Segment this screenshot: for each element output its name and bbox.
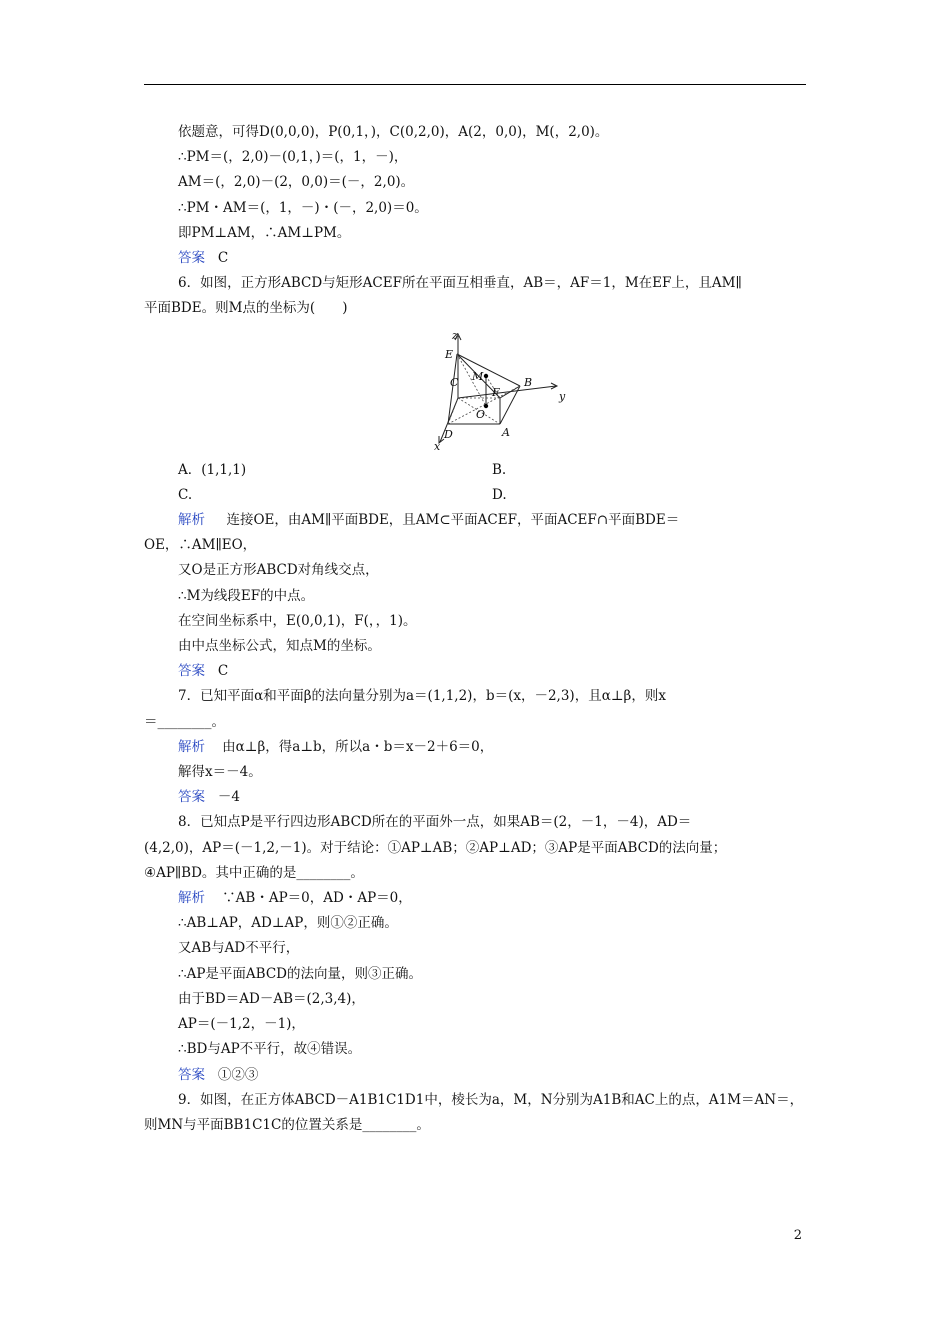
answer-6: [144, 659, 806, 684]
question-9-cont: 则MN与平面BB1C1C的位置关系是________。: [144, 1116, 430, 1133]
question-7-cont: ＝________。: [144, 713, 225, 730]
text-line: ∴AP是平面ABCD的法向量，则③正确。: [178, 965, 422, 982]
label-E: E: [445, 347, 454, 361]
answer-label: 答案: [178, 663, 205, 680]
label-F: F: [492, 385, 500, 399]
option-d: D.: [492, 486, 507, 503]
text-line: 在空间坐标系中，E(0,0,1)，F(，，1)。: [178, 612, 417, 629]
text-line: AP＝(－1,2，－1)，: [178, 1016, 305, 1033]
text-line: 由于BD＝AD－AB＝(2,3,4)，: [178, 990, 365, 1007]
answer-value: ①②③: [217, 1066, 259, 1083]
option-a: A．(1,1,1): [178, 461, 247, 478]
question-6: 6．如图，正方形ABCD与矩形ACEF所在平面互相垂直，AB＝，AF＝1，M在EF上，且AM∥: [178, 275, 742, 292]
text-line: 由中点坐标公式，知点M的坐标。: [178, 638, 381, 655]
text-line: ∴M为线段EF的中点。: [178, 587, 315, 604]
text-line: 依题意，可得D(0,0,0)，P(0,1，)，C(0,2,0)，A(2，0,0)，M(，2,0)。: [178, 124, 609, 140]
page-number: 2: [793, 1228, 802, 1243]
geometry-figure: [144, 330, 806, 454]
answer-label: 答案: [178, 1066, 205, 1083]
answer-value: C: [217, 663, 229, 680]
text-line: ∴PM・AM＝(，1，－)・(－，2,0)＝0。: [178, 199, 428, 216]
label-x: x: [434, 439, 441, 453]
options-row-1: [144, 458, 806, 483]
text-line: ∴AB⊥AP，AD⊥AP，则①②正确。: [178, 915, 398, 932]
label-A: A: [502, 425, 510, 439]
solution-label: 解析: [178, 738, 205, 755]
label-C: C: [450, 375, 459, 389]
pyramid-diagram: [428, 330, 718, 454]
answer-5: [144, 246, 806, 271]
point-M: [484, 373, 488, 377]
solution-text: 由α⊥β，得a⊥b，所以a・b＝x－2＋6＝0，: [222, 738, 494, 755]
text-line: 又O是正方形ABCD对角线交点，: [178, 562, 379, 579]
answer-label: 答案: [178, 250, 205, 267]
option-b: B.: [492, 461, 507, 478]
text-line: OE，∴AM∥EO，: [144, 537, 257, 554]
answer-value: C: [217, 250, 229, 267]
solution-text: 连接OE，由AM∥平面BDE，且AM⊂平面ACEF，平面ACEF∩平面BDE＝: [226, 512, 680, 529]
text-line: ∴BD与AP不平行，故④错误。: [178, 1041, 362, 1058]
text-line: 又AB与AD不平行，: [178, 940, 300, 957]
question-7: 7．已知平面α和平面β的法向量分别为a＝(1,1,2)，b＝(x，－2,3)，且α⊥β，则x: [178, 688, 666, 705]
solution-7: [144, 735, 806, 760]
label-M: M: [472, 369, 484, 383]
question-8-cont2: ④AP∥BD。其中正确的是________。: [144, 864, 364, 881]
solution-6: [144, 508, 806, 533]
solution-text: ∵AB・AP＝0，AD・AP＝0，: [222, 890, 412, 907]
label-D: D: [444, 427, 453, 441]
solution-label: 解析: [178, 512, 205, 529]
text-line: 解得x＝－4。: [178, 764, 262, 781]
question-8-cont: (4,2,0)，AP＝(－1,2,－1)。对于结论：①AP⊥AB；②AP⊥AD；③AP是平面ABCD的法向量；: [144, 839, 727, 856]
solution-8: [144, 886, 806, 911]
solution-label: 解析: [178, 890, 205, 907]
document-body: [144, 120, 806, 1138]
options-row-2: [144, 483, 806, 508]
answer-7: [144, 785, 806, 810]
y-axis: [458, 386, 556, 398]
option-c: C.: [178, 486, 193, 503]
answer-value: －4: [217, 789, 240, 806]
text-line: ∴PM＝(，2,0)－(0,1，)＝(，1，－)，: [178, 149, 408, 166]
label-z: z: [452, 329, 458, 342]
question-8: 8．已知点P是平行四边形ABCD所在的平面外一点，如果AB＝(2，－1，－4)，AD＝: [178, 814, 692, 831]
top-rule: [144, 84, 806, 85]
label-y: y: [559, 389, 566, 403]
answer-8: [144, 1063, 806, 1088]
label-O: O: [476, 407, 486, 421]
question-9: 9．如图，在正方体ABCD－A1B1C1D1中，棱长为a，M，N分别为A1B和AC上的点，A1M＝AN＝，: [178, 1091, 804, 1108]
text-line: AM＝(，2,0)－(2，0,0)＝(－，2,0)。: [178, 174, 415, 191]
answer-label: 答案: [178, 789, 205, 806]
text-line: 即PM⊥AM，∴AM⊥PM。: [178, 224, 351, 241]
label-B: B: [524, 375, 533, 389]
question-6-cont: 平面BDE。则M点的坐标为( ): [144, 300, 348, 317]
